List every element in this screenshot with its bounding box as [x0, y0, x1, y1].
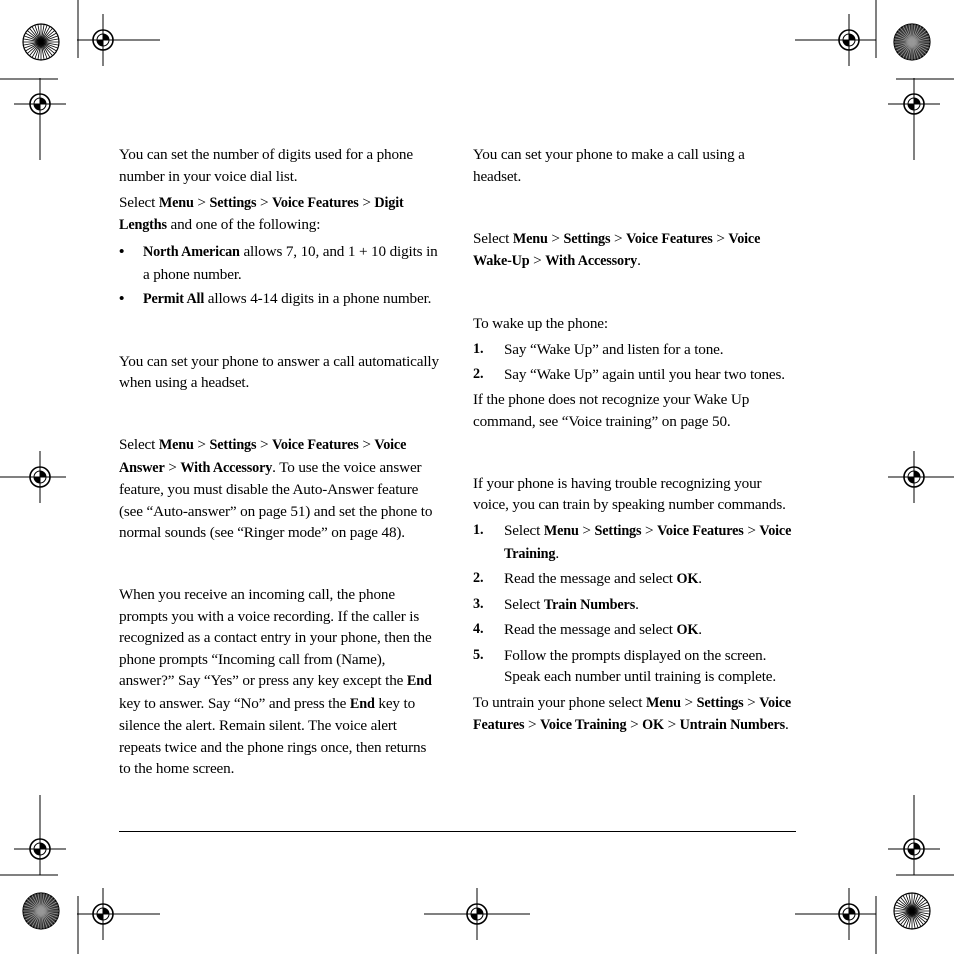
registration-mark-icon — [451, 888, 503, 940]
period: . — [785, 716, 789, 733]
gt-sep: > — [582, 522, 591, 539]
gt-sep: > — [260, 436, 269, 453]
voice-training-label: Voice Training — [540, 717, 627, 733]
period: . — [637, 252, 641, 269]
menu-label: Menu — [512, 230, 548, 247]
gt-sep: > — [197, 193, 206, 211]
registration-mark-icon — [14, 823, 66, 875]
starburst-icon — [894, 24, 930, 60]
registration-mark-icon — [77, 14, 129, 66]
list-item — [473, 568, 795, 591]
registration-mark-icon — [888, 823, 940, 875]
gt-sep: > — [684, 693, 693, 711]
footer-rule — [119, 831, 796, 832]
train-numbers-label: Train Numbers — [543, 596, 636, 613]
registration-mark-icon — [888, 451, 940, 503]
settings-label: Settings — [209, 194, 257, 211]
gt-sep: > — [533, 252, 542, 269]
menu-label: Menu — [543, 523, 579, 539]
list-item — [473, 594, 795, 617]
registration-mark-icon — [823, 14, 875, 66]
left-column — [119, 144, 441, 784]
option-label: Permit All — [143, 291, 205, 307]
voice-answer-intro: You can set your phone to answer a call automatically when using a headset. — [119, 352, 439, 391]
list-item — [473, 645, 795, 688]
voice-features-label: Voice Features — [272, 437, 359, 453]
wake-intro: To wake up the phone: — [473, 315, 608, 332]
menu-label: Menu — [158, 437, 194, 453]
training-steps — [473, 520, 795, 688]
option-text: allows 7, 10, and 1 + 10 digits in a phone number. — [143, 243, 438, 283]
select-word: Select — [119, 193, 156, 211]
bullet: • — [119, 290, 125, 307]
gt-sep: > — [614, 229, 623, 247]
select-word: Select — [119, 436, 156, 453]
starburst-icon — [23, 893, 59, 929]
voice-answer-path — [119, 434, 441, 544]
starburst-icon — [894, 893, 930, 929]
registration-mark-icon — [77, 888, 129, 940]
registration-mark-icon — [14, 78, 66, 130]
right-column — [473, 144, 795, 741]
voice-answer-tail: . To use the voice answer feature, you must disable the Auto-Answer feature (see “Auto-answer” on page 51) and set the phone to normal sounds (see “Ringer mode” on page 48). — [119, 458, 433, 541]
step-text: Say “Wake Up” again until you hear two tones. — [504, 365, 785, 383]
voice-wakeup-path — [473, 228, 795, 273]
wake-steps — [473, 339, 795, 385]
not-recognized-note: If the phone does not recognize your Wake Up command, see “Voice training” on page 50. — [473, 391, 750, 430]
voice-answer-label: Voice Answer — [119, 437, 407, 476]
voice-features-label: Voice Features — [272, 194, 359, 211]
untrain-text: To untrain your phone select — [473, 693, 643, 711]
incoming-text-2: key to answer. Say “No” and press the — [119, 694, 347, 712]
digit-length-options — [119, 241, 441, 311]
voice-features-label: Voice Features — [657, 523, 744, 539]
period: . — [555, 544, 560, 562]
menu-label: Menu — [158, 194, 194, 211]
gt-sep: > — [747, 522, 756, 539]
voice-training-intro: If your phone is having trouble recognizing your voice, you can train by speaking number commands. — [473, 474, 786, 513]
untrain-numbers-label: Untrain Numbers — [679, 717, 785, 733]
voice-wakeup-label: Voice Wake-Up — [473, 230, 761, 269]
digit-lengths-tail: and one of the following: — [170, 216, 321, 233]
ok-label: OK — [642, 717, 664, 733]
period: . — [698, 621, 702, 638]
option-label: North American — [143, 244, 240, 260]
step-text: Select — [504, 595, 541, 613]
digit-lengths-path — [119, 192, 441, 237]
list-item — [473, 339, 795, 361]
step-number: 2. — [473, 365, 484, 382]
step-number: 1. — [473, 522, 484, 538]
starburst-icon — [23, 24, 59, 60]
digit-lengths-intro: You can set the number of digits used for a phone number in your voice dial list. — [119, 146, 413, 185]
settings-label: Settings — [209, 437, 257, 453]
registration-mark-icon — [888, 78, 940, 130]
settings-label: Settings — [696, 694, 744, 711]
incoming-call-paragraph — [119, 584, 441, 780]
voice-features-label: Voice Features — [473, 694, 792, 733]
step-text: Select — [504, 522, 541, 539]
voice-features-label: Voice Features — [626, 230, 713, 247]
untrain-instructions — [473, 692, 795, 737]
list-item — [473, 619, 795, 642]
gt-sep: > — [260, 193, 269, 211]
menu-label: Menu — [646, 694, 681, 711]
period: . — [698, 570, 702, 587]
ok-label: OK — [676, 571, 699, 587]
list-item — [473, 520, 795, 565]
gt-sep: > — [551, 229, 560, 247]
step-number: 5. — [473, 646, 484, 663]
registration-mark-icon — [823, 888, 875, 940]
ok-label: OK — [676, 622, 699, 638]
settings-label: Settings — [594, 523, 642, 539]
registration-mark-icon — [14, 451, 66, 503]
period: . — [635, 595, 639, 613]
voice-training-label: Voice Training — [504, 523, 792, 562]
gt-sep: > — [645, 522, 654, 539]
select-word: Select — [473, 229, 510, 247]
gt-sep: > — [362, 193, 371, 211]
step-number: 2. — [473, 570, 484, 586]
voice-wakeup-intro: You can set your phone to make a call using a headset. — [473, 146, 745, 185]
bullet: • — [119, 243, 125, 260]
gt-sep: > — [630, 716, 639, 733]
step-text: Say “Wake Up” and listen for a tone. — [504, 341, 724, 358]
incoming-text-1: When you receive an incoming call, the phone prompts you with a voice recording. If the caller is recognized as a contact entry in your phone, then the phone prompts “Incoming call from (Name), answer?” Say “Yes” or press any key except the — [119, 586, 432, 689]
gt-sep: > — [528, 716, 537, 733]
gt-sep: > — [747, 693, 756, 711]
list-item — [119, 241, 441, 285]
with-accessory-label: With Accessory — [545, 253, 638, 269]
step-text: Read the message and select — [504, 621, 673, 638]
step-text: Follow the prompts displayed on the screen. Speak each number until training is complete. — [504, 646, 777, 685]
with-accessory-label: With Accessory — [180, 459, 273, 476]
step-number: 1. — [473, 341, 484, 357]
gt-sep: > — [667, 716, 676, 733]
step-number: 4. — [473, 621, 484, 637]
digit-lengths-label: Digit Lengths — [119, 194, 404, 233]
step-number: 3. — [473, 595, 484, 612]
end-key-label: End — [349, 695, 375, 712]
gt-sep: > — [716, 229, 725, 247]
incoming-text-3: key to silence the alert. Remain silent. The voice alert repeats twice and the phone rings once, then returns to the home screen. — [119, 694, 427, 777]
settings-label: Settings — [563, 230, 611, 247]
gt-sep: > — [362, 436, 371, 453]
end-key-label: End — [406, 673, 432, 689]
gt-sep: > — [168, 458, 177, 476]
list-item — [119, 288, 441, 311]
gt-sep: > — [197, 436, 206, 453]
option-text: allows 4-14 digits in a phone number. — [207, 290, 432, 307]
list-item — [473, 364, 795, 386]
step-text: Read the message and select — [504, 570, 673, 587]
